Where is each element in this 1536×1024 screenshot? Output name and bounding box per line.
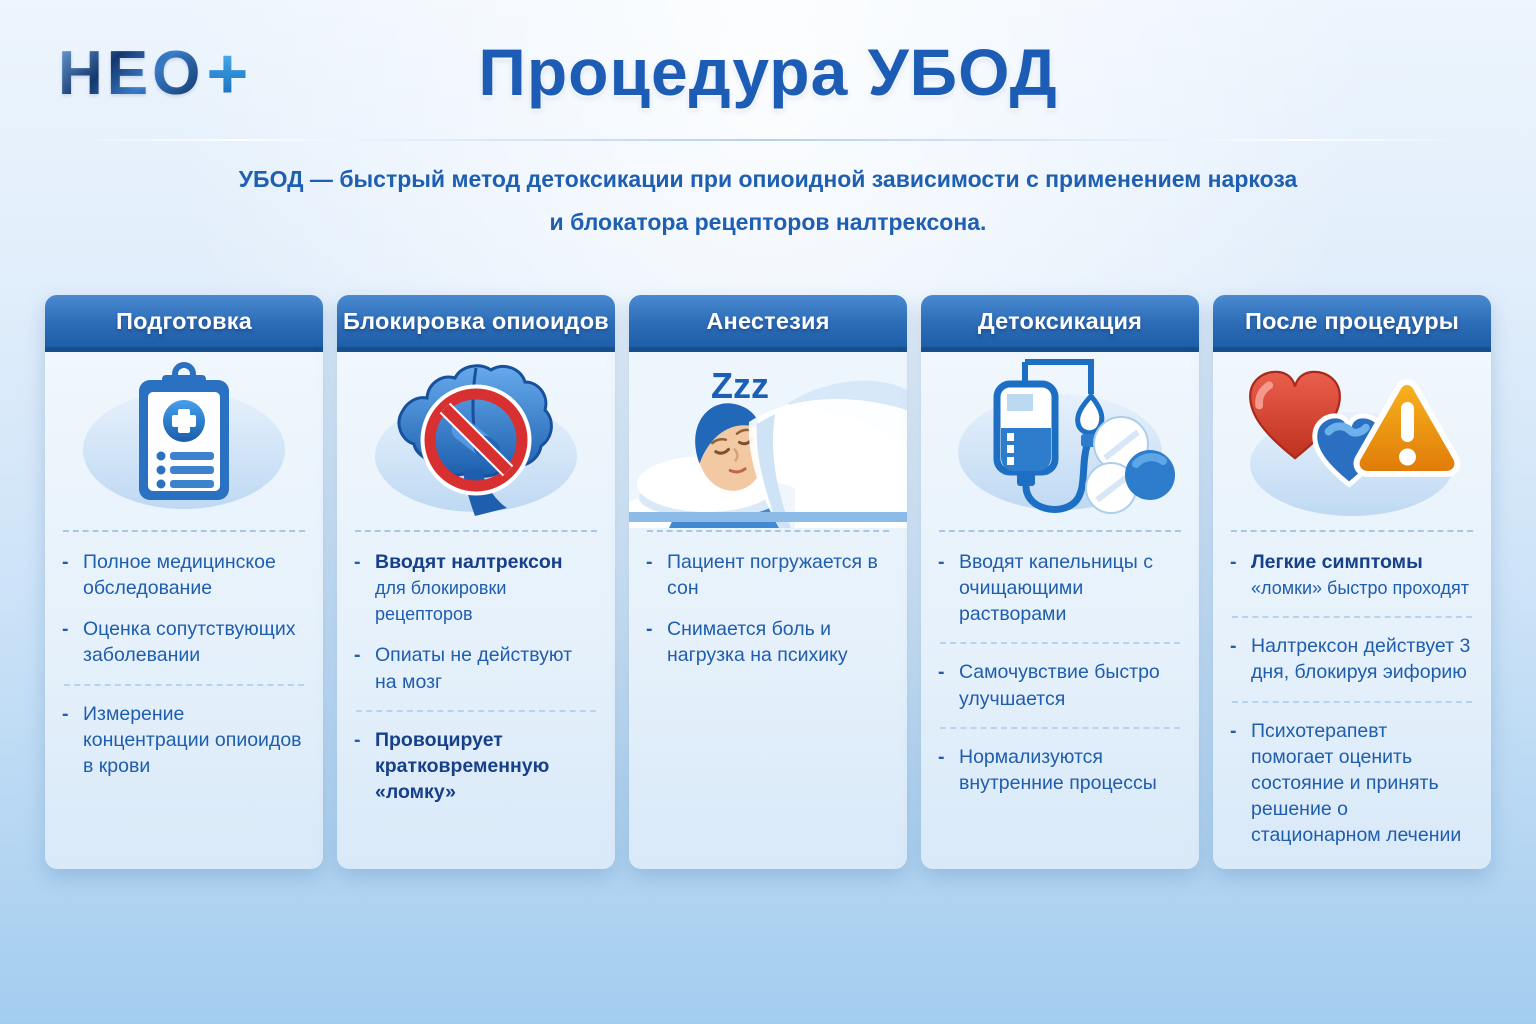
bullet-list	[646, 532, 890, 669]
bullet-bold-text: Вводят налтрексон	[375, 551, 563, 573]
list-item	[646, 549, 890, 601]
bullet-dash: -	[354, 644, 361, 667]
bullet-dash: -	[938, 745, 945, 768]
card-header: Анестезия	[629, 295, 907, 352]
item-divider	[940, 727, 1180, 729]
list-item	[62, 616, 306, 668]
bullet-text: Оценка сопутствующих заболевании	[83, 618, 296, 667]
list-item	[62, 549, 306, 601]
bullet-dash: -	[938, 551, 945, 573]
bullet-text: Полное медицинское обследование	[83, 551, 276, 600]
bullet-text: Психотерапевт помогает оценить состояние и принять решение о стационарном лечении	[1251, 719, 1462, 846]
page-title: Процедура УБОД	[478, 35, 1058, 109]
subtitle-line-2: и блокатора рецепторов налтрексона.	[549, 209, 987, 235]
bullet-text: Нормализуются внутренние процессы	[959, 745, 1157, 794]
bullet-dash: -	[354, 728, 361, 751]
card-opioid-blocking	[337, 295, 615, 869]
bullet-dash: -	[1230, 719, 1237, 742]
bullet-text: Самочувствие быстро улучшается	[959, 661, 1160, 710]
card-preparation	[45, 295, 323, 869]
card-header: После процедуры	[1213, 295, 1491, 352]
list-item	[1230, 633, 1474, 685]
header-divider	[70, 139, 1466, 141]
bullet-list	[354, 532, 598, 805]
bullet-text: Пациент погружается в сон	[667, 551, 878, 600]
list-item	[62, 701, 306, 779]
item-divider	[64, 684, 304, 686]
card-body	[1213, 352, 1491, 869]
iv-drip-pills-icon	[938, 352, 1182, 528]
card-body	[629, 352, 907, 869]
steps-columns	[45, 295, 1491, 869]
bullet-text: Опиаты не действуют на мозг	[375, 644, 573, 693]
bullet-dash: -	[62, 618, 69, 641]
card-after-procedure	[1213, 295, 1491, 869]
bullet-list	[1230, 532, 1474, 848]
card-header: Детоксикация	[921, 295, 1199, 352]
sleeping-patient-icon	[629, 352, 907, 528]
zzz-label: Zzz	[711, 365, 769, 406]
logo-text: НЕО	[58, 39, 205, 109]
card-detox	[921, 295, 1199, 869]
card-header: Блокировка опиоидов	[337, 295, 615, 352]
logo-plus-icon: +	[206, 34, 249, 114]
bullet-bold-text: Провоцирует кратковременную «ломку»	[375, 728, 550, 803]
list-item	[938, 659, 1182, 711]
list-item	[646, 616, 890, 668]
list-item	[938, 549, 1182, 627]
bullet-dash: -	[646, 618, 653, 641]
clipboard-checklist-icon	[62, 352, 306, 528]
bullet-list	[62, 532, 306, 779]
bullet-bold-text: Легкие симптомы	[1251, 551, 1423, 573]
list-item	[1230, 549, 1474, 601]
card-header: Подготовка	[45, 295, 323, 352]
card-body	[337, 352, 615, 869]
bullet-text: Вводят капельницы с очищающими растворами	[959, 551, 1153, 626]
bullet-text: «ломки» быстро проходят	[1251, 578, 1470, 599]
bullet-text: Измерение концентрации опиоидов в крови	[83, 702, 302, 777]
item-divider	[1232, 701, 1472, 703]
bullet-text: Снимается боль и нагрузка на психику	[667, 618, 848, 667]
card-anesthesia	[629, 295, 907, 869]
bullet-dash: -	[354, 551, 361, 573]
list-item	[354, 642, 598, 694]
bullet-list	[938, 532, 1182, 796]
card-body	[45, 352, 323, 869]
list-item	[938, 744, 1182, 796]
hearts-warning-icon	[1230, 352, 1474, 528]
item-divider	[940, 642, 1180, 644]
bullet-dash: -	[938, 661, 945, 684]
bullet-dash: -	[62, 551, 69, 573]
list-item	[354, 727, 598, 805]
card-body	[921, 352, 1199, 869]
item-divider	[1232, 616, 1472, 618]
bullet-text: для блокировки рецепторов	[375, 578, 507, 625]
page-subtitle	[0, 158, 1536, 244]
bullet-dash: -	[646, 551, 653, 573]
brain-blocked-icon	[354, 352, 598, 528]
subtitle-line-1: УБОД — быстрый метод детоксикации при опиоидной зависимости с применением наркоза	[238, 166, 1298, 192]
bullet-dash: -	[1230, 551, 1237, 573]
bullet-dash: -	[62, 702, 69, 725]
list-item	[354, 549, 598, 627]
bullet-dash: -	[1230, 635, 1237, 658]
item-divider	[356, 710, 596, 712]
bullet-text: Налтрексон действует 3 дня, блокируя эифорию	[1251, 635, 1471, 684]
list-item	[1230, 718, 1474, 849]
